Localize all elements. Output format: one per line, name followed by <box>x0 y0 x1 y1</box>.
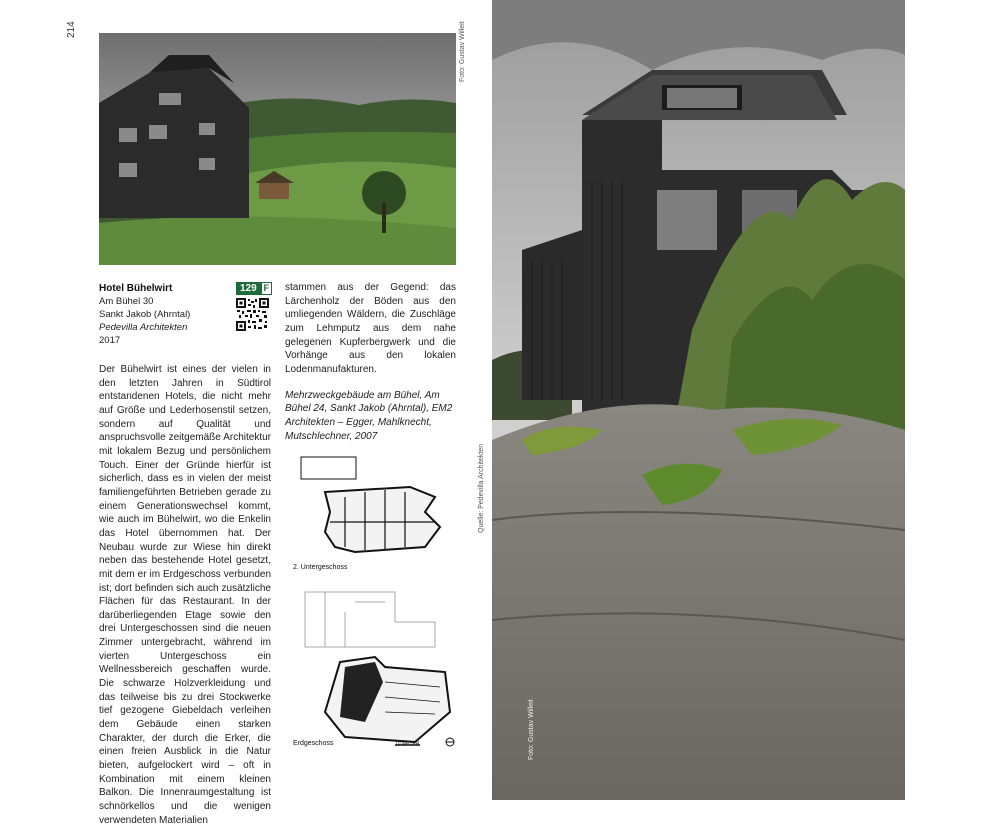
plan-source-credit: Quelle: Pedevilla Architekten <box>478 443 485 533</box>
related-building: Mehrzweckgebäude am Bühel, Am Bühel 24, Sankt Jakob (Ahrntal), EM2 Architekten – Egger, Mahlknecht, Mutschlechner, 2007 <box>285 389 453 442</box>
entry-title: Hotel Bühelwirt <box>99 283 173 294</box>
entry-year: 2017 <box>99 335 121 346</box>
plan-label-basement: 2. Untergeschoss <box>293 564 348 571</box>
floor-plans <box>285 452 460 752</box>
body-text-continued: stammen aus der Gegend: das Lärchenholz der Böden aus den umliegenden Wäldern, die Zuschläge zum Lehmputz aus dem nahe gelegenen Kupferbergwerk und die Vorhänge aus den lokalen Lodenmanufakturen. <box>285 282 456 375</box>
page-number-left: 214 <box>66 21 77 38</box>
plan-label-ground: Erdgeschoss <box>293 740 334 747</box>
hotel-exterior-photo <box>99 33 456 265</box>
entry-badge <box>236 282 272 295</box>
photo-credit-right: Foto: Gustav Willeit <box>528 699 535 760</box>
page-margin <box>905 0 1000 800</box>
left-page <box>0 0 492 826</box>
badge-number: 129 <box>236 282 261 295</box>
body-text-column-1: Der Bühelwirt ist eines der vielen in den letzten Jahren in Südtirol entstandenen Hotels, die nicht mehr auf Größe und Lederhosenstil setzen, sondern auf Qualität und anspruchsvolle zeitgemäße Architektur mit lokalem Bezug und persönlichem Touch. Einer der Gründe hierfür ist sicherlich, dass es in vielen der meist familiengeführten Betrieben gerade zu einem Generationswechsel kommt, wie auch im Bühelwirt, wo die Enkelin das Hotel übernommen hat. Der Neubau wurde zur Wiese hin direkt neben das bestehende Hotel gesetzt, mit dem er im Erdgeschoss verbunden ist; dort befinden sich auch zusätzliche Flächen für das Restaurant. In der darüberliegenden Etage sowie den drei Untergeschossen sind die neuen Zimmer untergebracht, während im vierten Untergeschoss ein Wellnessbereich geschaffen wurde. Die schwarze Holzverkleidung und das teilweise bis zu drei Stockwerke tief gezogene Giebeldach verleihen dem Gebäude einen starken Charakter, der durch die Erker, die einen freien Ausblick in die Natur bieten, aufgelockert wird – oft in Kombination mit einem kleinen Balkon. Die Innenraumgestaltung ist schnörkellos und die wenigen verwendeten Materialien <box>99 364 271 826</box>
photo-credit-top: Foto: Gustav Willeit <box>459 21 466 82</box>
entry-architect: Pedevilla Architekten <box>99 322 188 333</box>
entry-address-2: Sankt Jakob (Ahrntal) <box>99 309 191 320</box>
scale-bar-label: 10 METER <box>395 741 420 747</box>
badge-letter: F <box>261 282 272 295</box>
entry-address-1: Am Bühel 30 <box>99 296 154 307</box>
qr-code-icon[interactable] <box>236 298 269 331</box>
hotel-closeup-photo <box>492 0 905 800</box>
body-text-column-2 <box>285 281 456 443</box>
